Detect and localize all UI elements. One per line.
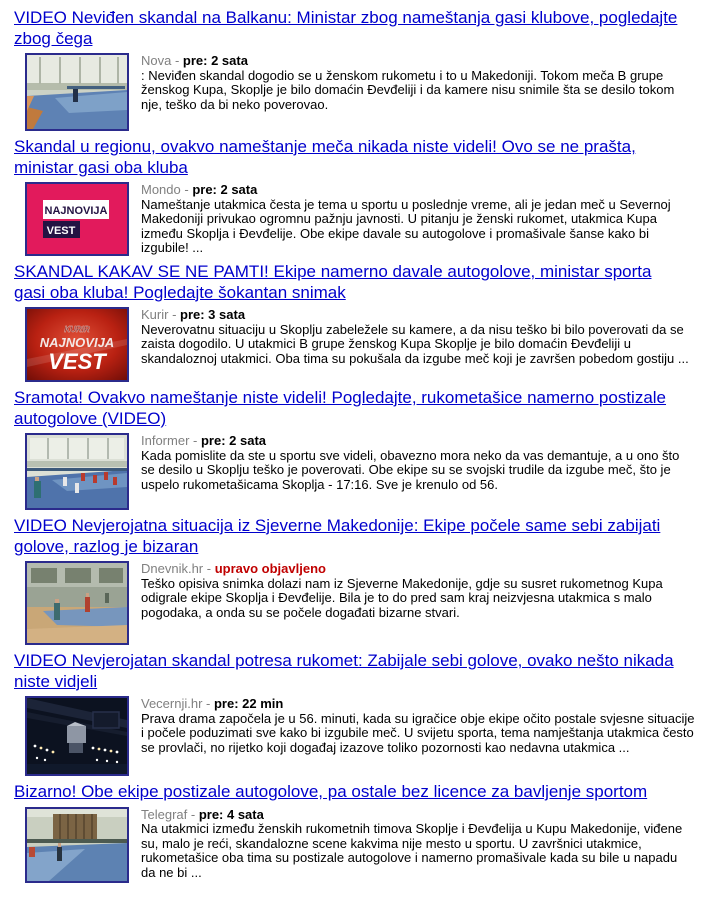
meta-separator: - <box>202 696 214 711</box>
article-headline-link[interactable]: SKANDAL KAKAV SE NE PAMTI! Ekipe namerno davale autogolove, ministar sporta gasi oba kluba! Pogledajte šokantan snimak <box>14 262 652 302</box>
article-meta <box>141 54 695 69</box>
article-content-row <box>14 182 695 256</box>
news-article <box>14 137 695 256</box>
article-thumbnail[interactable] <box>25 182 129 256</box>
article-meta <box>141 562 695 577</box>
published-time-breaking: upravo objavljeno <box>214 561 326 576</box>
article-content-row <box>14 433 695 510</box>
source-name: Mondo <box>141 182 181 197</box>
article-text-column <box>141 307 695 366</box>
headline-wrap <box>14 137 686 178</box>
article-content-row <box>14 561 695 645</box>
published-time: pre: 2 sata <box>200 433 267 448</box>
published-time: pre: 2 sata <box>182 53 248 68</box>
published-time: pre: 2 sata <box>192 182 258 197</box>
article-headline-link[interactable]: VIDEO Nevjerojatna situacija iz Sjeverne Makedonije: Ekipe počele same sebi zabijati golove, razlog je bizaran <box>14 516 661 556</box>
article-thumbnail[interactable] <box>25 561 129 645</box>
article-summary: Neverovatnu situaciju u Skoplju zabeležele su kamere, a da nisu teško bi bilo poverovati da se zaista dogodilo. U utakmici B grupe ženskog Kupa Skoplje je bilo domaćin Đevđeliji u skandaloznoj utakmici. Oba tima su pokušala da izgube meč koji je završen pobedom gostiju ... <box>141 321 689 366</box>
article-summary: Prava drama započela je u 56. minuti, kada su igračice obje ekipe očito postale svjesne situacije i počele poduzimati sve kako bi izgubile meč. U svijetu sporta, tema namještanja utakmica često se provlači, no rijetko koji događaj izazove toliko pozornosti kao nedavna utakmica ... <box>141 710 695 755</box>
published-time: pre: 22 min <box>213 696 284 711</box>
thumb-label-kurir: KURIR <box>64 325 90 334</box>
meta-separator: - <box>171 53 183 68</box>
article-text-column <box>141 561 695 620</box>
news-article <box>14 388 695 510</box>
meta-separator: - <box>189 433 201 448</box>
article-text-column <box>141 182 695 256</box>
article-thumbnail[interactable] <box>25 53 129 131</box>
news-article <box>14 516 695 645</box>
article-text-column <box>141 807 695 881</box>
headline-wrap <box>14 8 686 49</box>
article-thumbnail[interactable] <box>25 696 129 776</box>
article-text-column <box>141 696 695 755</box>
meta-separator: - <box>180 182 193 197</box>
article-meta <box>141 308 695 323</box>
article-text-column <box>141 433 695 492</box>
news-article <box>14 262 695 382</box>
article-summary: Kada pomislite da ste u sportu sve videli, obavezno mora neko da vas demantuje, a u ono što se desilo u Skoplju teško je poverovati. Obe ekipe su se svojski trudile da izgube meč, što je uspelo rukometašicama Skoplja - 17:16. Sve je krenulo od 56. <box>141 447 680 492</box>
article-summary: Na utakmici između ženskih rukometnih timova Skoplje i Đevđelija u Kupu Makedonije, viđene su, malo je reći, skandalozne scene kakvima nije mesto u sportu. U završnici utakmice, rukometašice oba tima su postizale autogolove i namerno promašivale kada su bile u napadu da ne bi ... <box>141 821 683 880</box>
news-article <box>14 8 695 131</box>
news-article <box>14 782 695 883</box>
sports-hall-players-image <box>27 435 127 508</box>
thumb-label-najnovija: NAJNOVIJA <box>39 335 115 350</box>
source-name: Vecernji.hr <box>141 696 203 711</box>
article-thumbnail[interactable] <box>25 807 129 883</box>
meta-separator: - <box>168 307 181 322</box>
article-content-row <box>14 807 695 883</box>
article-thumbnail[interactable] <box>25 433 129 510</box>
article-headline-link[interactable]: Sramota! Ovakvo nameštanje niste videli! Pogledajte, rukometašice namerno postizale autogolove (VIDEO) <box>14 388 667 428</box>
source-name: Telegraf <box>141 806 188 822</box>
article-meta <box>141 808 695 823</box>
article-summary: Teško opisiva snimka dolazi nam iz Sjeverne Makedonije, gdje su susret rukometnog Kupa odigrale ekipe Skoplja i Đevđelije. Bila je to do pred sam kraj neizvjesna utakmica s malo pogodaka, a onda su se počele događati bizarne stvari. <box>141 575 663 620</box>
source-name: Dnevnik.hr <box>141 561 204 576</box>
headline-wrap <box>14 262 686 303</box>
thumb-label-najnovija: NAJNOVIJA <box>44 205 108 217</box>
sports-hall-image <box>27 55 127 129</box>
sports-hall-court-image <box>27 809 127 881</box>
article-thumbnail[interactable] <box>25 307 129 382</box>
meta-separator: - <box>187 806 199 822</box>
article-content-row <box>14 307 695 382</box>
thumb-label-vest: VEST <box>48 349 106 374</box>
kurir-vest-graphic <box>27 309 127 380</box>
article-content-row <box>14 696 695 776</box>
article-summary: : Neviđen skandal dogodio se u ženskom rukometu i to u Makedoniji. Tokom meča B grupe ženskog Kupa, Skoplje je bilo domaćin Đevđeliji i da kamere nisu snimile šta se desilo tokom nje, teško da bi neko poverovao. <box>141 67 675 112</box>
article-headline-link[interactable]: VIDEO Nevjerojatan skandal potresa rukomet: Zabijale sebi golove, ovako nešto nikada niste vidjeli <box>14 651 674 691</box>
source-name: Kurir <box>141 307 169 322</box>
article-content-row <box>14 53 695 131</box>
najnovija-vest-graphic <box>27 184 127 254</box>
article-summary: Nameštanje utakmica česta je tema u sportu u poslednje vreme, ali je jedan meč u Severnoj Makedoniji privukao ogromnu pažnju javnosti. U pitanju je ženski rukomet, utakmica Kupa između Skoplja i Đevđelije. Obe ekipe davale su autogolove i promašivale šanse kako bi izgubile! ... <box>141 196 671 256</box>
headline-wrap <box>14 782 686 803</box>
article-meta <box>141 183 695 198</box>
headline-wrap <box>14 651 686 692</box>
article-headline-link[interactable]: Bizarno! Obe ekipe postizale autogolove, pa ostale bez licence za bavljenje sportom <box>14 782 648 801</box>
thumb-label-vest: VEST <box>46 225 76 237</box>
news-article <box>14 651 695 776</box>
published-time: pre: 3 sata <box>180 307 246 322</box>
article-headline-link[interactable]: VIDEO Neviđen skandal na Balkanu: Ministar zbog nameštanja gasi klubove, pogledajte zbog čega <box>14 8 678 48</box>
article-meta <box>141 697 695 712</box>
source-name: Nova <box>141 53 172 68</box>
source-name: Informer <box>141 433 190 448</box>
handball-court-image <box>27 563 127 643</box>
dark-arena-image <box>27 698 127 774</box>
article-headline-link[interactable]: Skandal u regionu, ovakvo nameštanje meča nikada niste videli! Ovo se ne prašta, ministar gasi oba kluba <box>14 137 636 177</box>
headline-wrap <box>14 388 686 429</box>
headline-wrap <box>14 516 686 557</box>
article-meta <box>141 434 695 449</box>
article-text-column <box>141 53 695 112</box>
meta-separator: - <box>203 561 215 576</box>
published-time: pre: 4 sata <box>198 806 264 822</box>
